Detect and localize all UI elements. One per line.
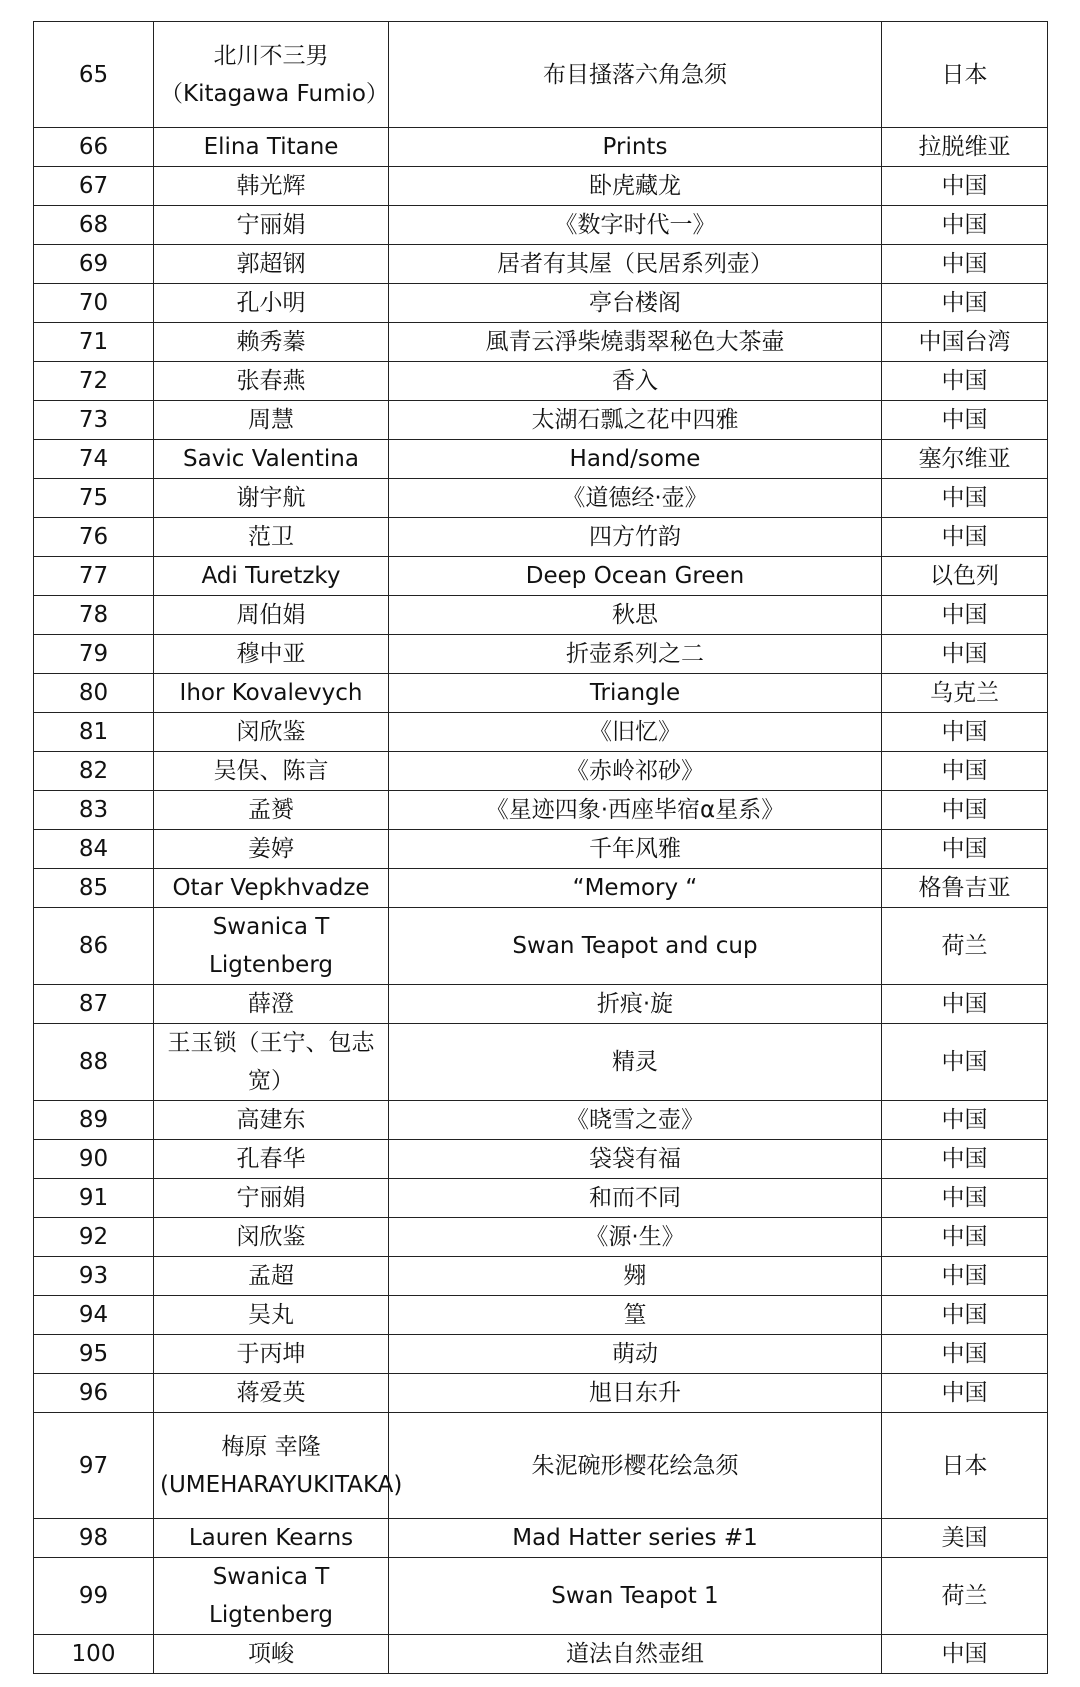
artist-cell: 孔春华 [154,1140,389,1179]
table-row [34,1179,1048,1218]
artist-cell: 孔小明 [154,284,389,323]
artist-cell: 张春燕 [154,362,389,401]
table-row [34,245,1048,284]
country-cell: 日本 [882,22,1048,128]
country-cell: 中国 [882,167,1048,206]
artist-cell: 吴丸 [154,1296,389,1335]
row-number-cell: 75 [34,479,154,518]
row-number-cell: 80 [34,674,154,713]
artist-cell: 郭超钢 [154,245,389,284]
row-number-cell: 70 [34,284,154,323]
work-title-cell: Mad Hatter series #1 [389,1519,882,1558]
country-cell: 中国 [882,1024,1048,1101]
table-row [34,830,1048,869]
country-cell: 拉脱维亚 [882,128,1048,167]
artist-cell: Elina Titane [154,128,389,167]
artist-cell: 薛澄 [154,985,389,1024]
artist-cell: 闵欣鉴 [154,713,389,752]
row-number-cell: 72 [34,362,154,401]
work-title-cell: 道法自然壶组 [389,1635,882,1674]
work-title-cell: 《赤岭祁砂》 [389,752,882,791]
work-title-cell: 千年风雅 [389,830,882,869]
table-row [34,1140,1048,1179]
artist-cell: 蒋爱英 [154,1374,389,1413]
country-cell: 中国 [882,1179,1048,1218]
work-title-cell: Prints [389,128,882,167]
table-row [34,518,1048,557]
country-cell: 中国 [882,1296,1048,1335]
row-number-cell: 74 [34,440,154,479]
artist-cell: 赖秀蓁 [154,323,389,362]
country-cell: 美国 [882,1519,1048,1558]
row-number-cell: 81 [34,713,154,752]
country-cell: 中国 [882,1335,1048,1374]
country-cell: 中国 [882,1218,1048,1257]
country-cell: 中国 [882,1257,1048,1296]
row-number-cell: 78 [34,596,154,635]
work-title-cell: 篁 [389,1296,882,1335]
work-title-cell: 《星迹四象·西座毕宿α星系》 [389,791,882,830]
table-row [34,1374,1048,1413]
artist-cell: 孟赟 [154,791,389,830]
work-title-cell: Swan Teapot and cup [389,908,882,985]
row-number-cell: 87 [34,985,154,1024]
artist-cell: 孟超 [154,1257,389,1296]
artist-cell: 闵欣鉴 [154,1218,389,1257]
table-row [34,284,1048,323]
work-title-cell: 太湖石瓢之花中四雅 [389,401,882,440]
country-cell: 中国 [882,791,1048,830]
table-row [34,1635,1048,1674]
country-cell: 中国 [882,596,1048,635]
row-number-cell: 83 [34,791,154,830]
artist-cell: 高建东 [154,1101,389,1140]
work-title-cell: 四方竹韵 [389,518,882,557]
row-number-cell: 86 [34,908,154,985]
country-cell: 中国 [882,1101,1048,1140]
entries-table-body [34,22,1048,1674]
country-cell: 以色列 [882,557,1048,596]
table-row [34,1296,1048,1335]
entries-table [33,21,1048,1674]
artist-cell: 于丙坤 [154,1335,389,1374]
work-title-cell: 《源·生》 [389,1218,882,1257]
artist-cell: 谢宇航 [154,479,389,518]
row-number-cell: 85 [34,869,154,908]
artist-cell: Otar Vepkhvadze [154,869,389,908]
row-number-cell: 99 [34,1558,154,1635]
table-row [34,22,1048,128]
artist-cell: 北川不三男（Kitagawa Fumio） [154,22,389,128]
table-row [34,752,1048,791]
country-cell: 中国 [882,985,1048,1024]
country-cell: 中国 [882,401,1048,440]
work-title-cell: 《晓雪之壶》 [389,1101,882,1140]
row-number-cell: 82 [34,752,154,791]
artist-cell: Lauren Kearns [154,1519,389,1558]
country-cell: 中国 [882,635,1048,674]
entries-table-container [33,21,1047,1674]
artist-cell: 姜婷 [154,830,389,869]
artist-cell: Ihor Kovalevych [154,674,389,713]
country-cell: 荷兰 [882,908,1048,985]
table-row [34,1335,1048,1374]
table-row [34,557,1048,596]
country-cell: 中国 [882,752,1048,791]
work-title-cell: 折壶系列之二 [389,635,882,674]
country-cell: 日本 [882,1413,1048,1519]
country-cell: 中国 [882,284,1048,323]
work-title-cell: 風青云淨柴燒翡翠秘色大茶壷 [389,323,882,362]
artist-cell: Swanica T Ligtenberg [154,1558,389,1635]
work-title-cell: 和而不同 [389,1179,882,1218]
row-number-cell: 76 [34,518,154,557]
work-title-cell: Hand/some [389,440,882,479]
table-row [34,1218,1048,1257]
work-title-cell: 折痕·旋 [389,985,882,1024]
work-title-cell: “Memory “ [389,869,882,908]
artist-cell: 宁丽娟 [154,1179,389,1218]
row-number-cell: 71 [34,323,154,362]
row-number-cell: 68 [34,206,154,245]
country-cell: 塞尔维亚 [882,440,1048,479]
country-cell: 中国 [882,206,1048,245]
work-title-cell: Triangle [389,674,882,713]
country-cell: 中国 [882,518,1048,557]
table-row [34,206,1048,245]
table-row [34,674,1048,713]
row-number-cell: 69 [34,245,154,284]
row-number-cell: 98 [34,1519,154,1558]
row-number-cell: 91 [34,1179,154,1218]
row-number-cell: 88 [34,1024,154,1101]
work-title-cell: Swan Teapot 1 [389,1558,882,1635]
artist-cell: 周慧 [154,401,389,440]
country-cell: 中国 [882,362,1048,401]
work-title-cell: 翙 [389,1257,882,1296]
work-title-cell: 布目搔落六角急须 [389,22,882,128]
artist-cell: 范卫 [154,518,389,557]
table-row [34,1519,1048,1558]
row-number-cell: 93 [34,1257,154,1296]
row-number-cell: 95 [34,1335,154,1374]
table-row [34,985,1048,1024]
artist-cell: 周伯娟 [154,596,389,635]
table-row [34,362,1048,401]
work-title-cell: 亭台楼阁 [389,284,882,323]
work-title-cell: 秋思 [389,596,882,635]
country-cell: 格鲁吉亚 [882,869,1048,908]
table-row [34,1257,1048,1296]
row-number-cell: 65 [34,22,154,128]
work-title-cell: 《旧忆》 [389,713,882,752]
country-cell: 中国 [882,1374,1048,1413]
table-row [34,635,1048,674]
work-title-cell: 香入 [389,362,882,401]
country-cell: 中国 [882,1635,1048,1674]
table-row [34,1558,1048,1635]
table-row [34,323,1048,362]
artist-cell: 项峻 [154,1635,389,1674]
work-title-cell: Deep Ocean Green [389,557,882,596]
table-row [34,1101,1048,1140]
country-cell: 中国 [882,830,1048,869]
work-title-cell: 《道德经·壶》 [389,479,882,518]
work-title-cell: 旭日东升 [389,1374,882,1413]
row-number-cell: 77 [34,557,154,596]
artist-cell: Savic Valentina [154,440,389,479]
table-row [34,791,1048,830]
table-row [34,440,1048,479]
row-number-cell: 66 [34,128,154,167]
row-number-cell: 94 [34,1296,154,1335]
artist-cell: 梅原 幸隆(UMEHARAYUKITAKA) [154,1413,389,1519]
work-title-cell: 居者有其屋（民居系列壶） [389,245,882,284]
work-title-cell: 《数字时代一》 [389,206,882,245]
country-cell: 中国 [882,1140,1048,1179]
row-number-cell: 73 [34,401,154,440]
row-number-cell: 84 [34,830,154,869]
table-row [34,479,1048,518]
work-title-cell: 卧虎藏龙 [389,167,882,206]
table-row [34,128,1048,167]
row-number-cell: 97 [34,1413,154,1519]
row-number-cell: 89 [34,1101,154,1140]
work-title-cell: 精灵 [389,1024,882,1101]
artist-cell: 王玉锁（王宁、包志宽） [154,1024,389,1101]
artist-cell: Adi Turetzky [154,557,389,596]
work-title-cell: 萌动 [389,1335,882,1374]
row-number-cell: 92 [34,1218,154,1257]
artist-cell: 宁丽娟 [154,206,389,245]
table-row [34,713,1048,752]
row-number-cell: 96 [34,1374,154,1413]
country-cell: 中国 [882,713,1048,752]
table-row [34,596,1048,635]
country-cell: 荷兰 [882,1558,1048,1635]
artist-cell: 韩光辉 [154,167,389,206]
artist-cell: Swanica T Ligtenberg [154,908,389,985]
artist-cell: 穆中亚 [154,635,389,674]
table-row [34,908,1048,985]
country-cell: 中国台湾 [882,323,1048,362]
row-number-cell: 79 [34,635,154,674]
work-title-cell: 朱泥碗形樱花绘急须 [389,1413,882,1519]
row-number-cell: 90 [34,1140,154,1179]
artist-cell: 吴俣、陈言 [154,752,389,791]
country-cell: 中国 [882,479,1048,518]
table-row [34,167,1048,206]
country-cell: 中国 [882,245,1048,284]
table-row [34,1413,1048,1519]
table-row [34,869,1048,908]
table-row [34,401,1048,440]
row-number-cell: 100 [34,1635,154,1674]
country-cell: 乌克兰 [882,674,1048,713]
table-row [34,1024,1048,1101]
row-number-cell: 67 [34,167,154,206]
work-title-cell: 袋袋有福 [389,1140,882,1179]
